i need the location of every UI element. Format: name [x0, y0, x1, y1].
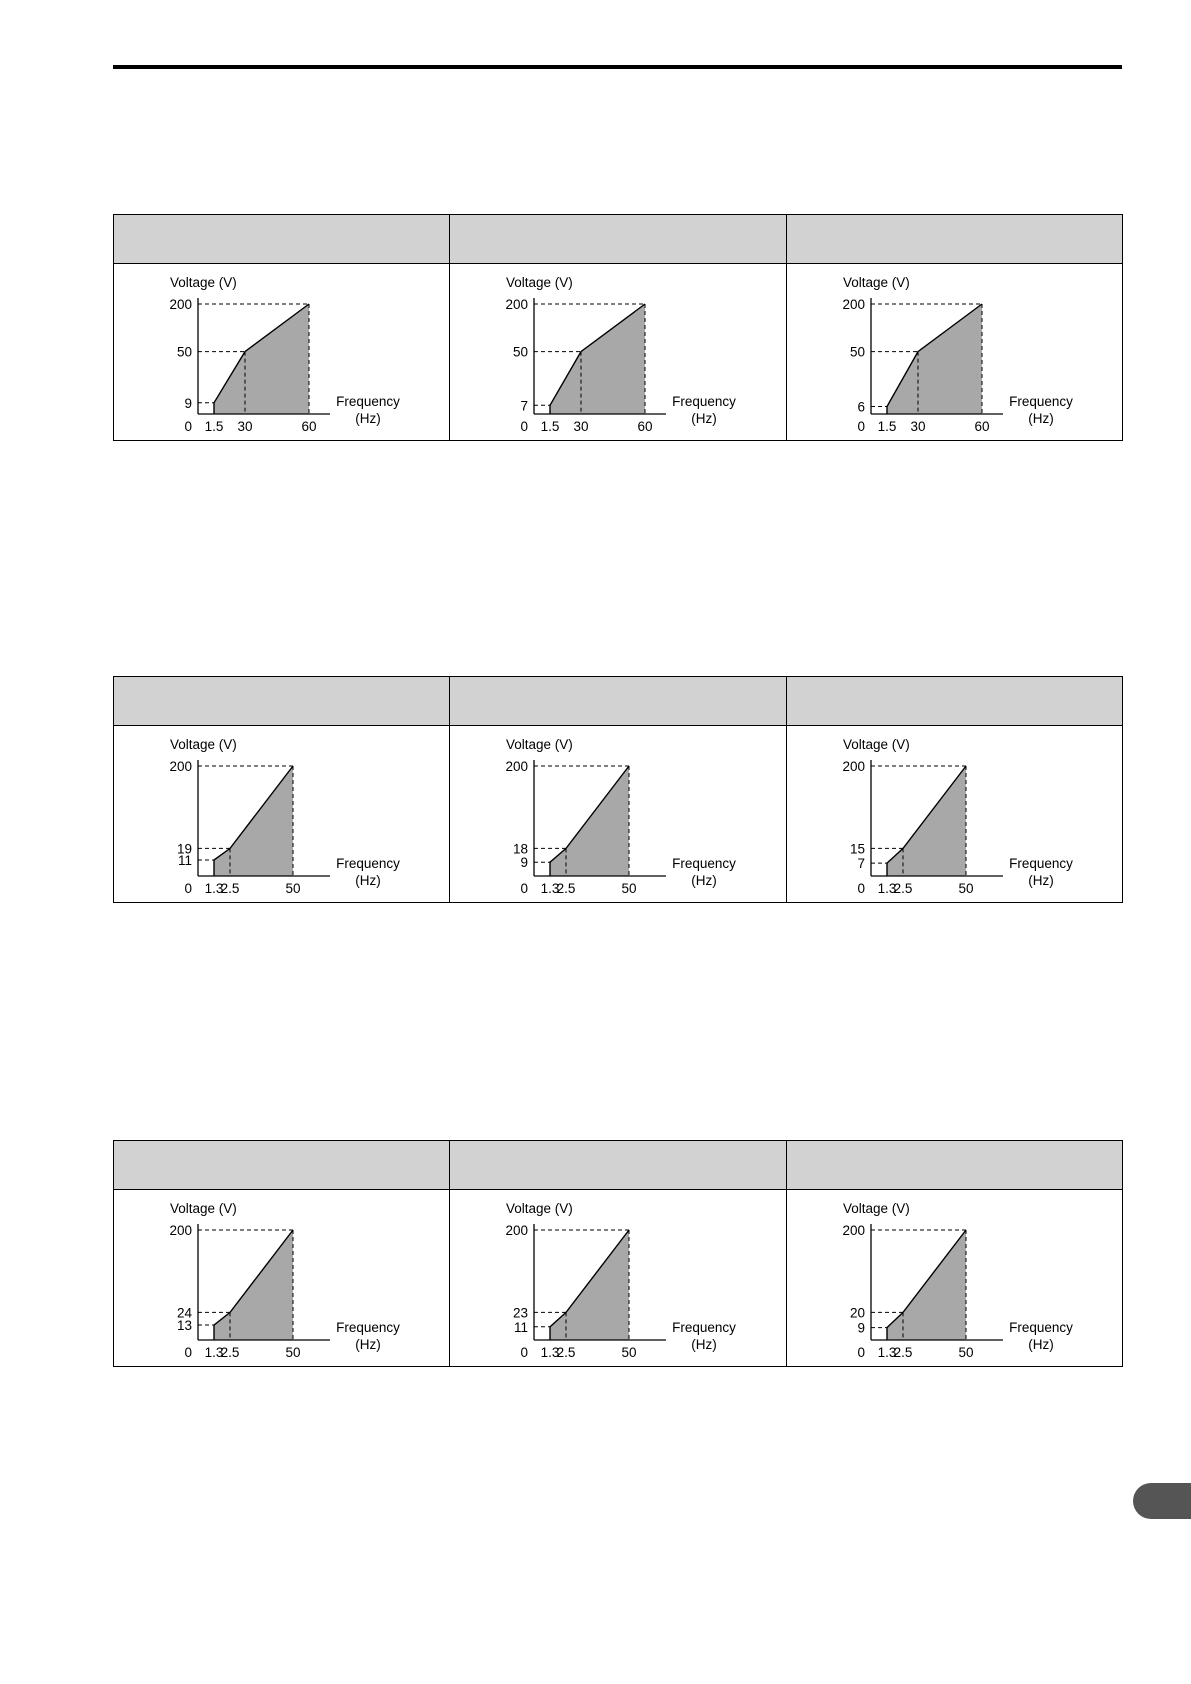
- graph-row: [114, 1190, 1123, 1367]
- vf-pattern-table-2: [113, 676, 1123, 903]
- graph-cell: [786, 726, 1122, 903]
- x-origin-label: 0: [857, 419, 865, 434]
- vf-area: [214, 304, 309, 414]
- vf-graph-2-2: [450, 726, 786, 902]
- vf-graph-2-1: [114, 726, 450, 902]
- x-axis-title: Frequency: [672, 1320, 737, 1335]
- y-tick-label: 11: [177, 853, 192, 869]
- x-origin-label: 0: [184, 881, 192, 896]
- vf-graph-3-3: [787, 1190, 1123, 1366]
- y-tick-label: 200: [505, 759, 529, 774]
- y-tick-label: 9: [520, 855, 529, 871]
- y-tick-label: 200: [505, 297, 529, 312]
- y-tick-label: 24: [176, 1305, 192, 1321]
- header-cell: [114, 677, 450, 726]
- vf-pattern-table-1: [113, 214, 1123, 441]
- x-axis-unit: (Hz): [691, 873, 718, 888]
- y-tick-label: 50: [849, 344, 865, 360]
- vf-graph-1-3: [787, 264, 1123, 440]
- table-header-row: [114, 215, 1123, 264]
- y-tick-label: 200: [169, 759, 192, 774]
- x-tick-label: 50: [285, 1345, 301, 1360]
- x-tick-label: 60: [637, 419, 653, 434]
- y-tick-label: 200: [505, 1223, 529, 1238]
- x-axis-title: Frequency: [336, 394, 400, 409]
- y-axis-title: Voltage (V): [506, 737, 574, 752]
- y-tick-label: 9: [184, 395, 192, 411]
- vf-graph-1-2: [450, 264, 786, 440]
- x-axis-title: Frequency: [672, 856, 737, 871]
- y-axis-title: Voltage (V): [842, 737, 910, 752]
- x-origin-label: 0: [857, 881, 865, 896]
- y-tick-label: 50: [176, 344, 192, 360]
- y-tick-label: 200: [842, 1223, 865, 1238]
- graph-cell: [114, 726, 450, 903]
- y-tick-label: 23: [513, 1305, 529, 1321]
- x-tick-label: 30: [237, 419, 253, 434]
- x-tick-label: 2.5: [893, 1345, 913, 1360]
- y-axis-title: Voltage (V): [506, 275, 574, 290]
- x-tick-label: 60: [974, 419, 990, 434]
- y-tick-label: 7: [857, 856, 865, 872]
- x-tick-label: 1.3: [204, 881, 224, 896]
- y-tick-label: 18: [513, 841, 529, 857]
- header-cell: [786, 215, 1122, 264]
- y-tick-label: 200: [169, 297, 192, 312]
- x-axis-unit: (Hz): [691, 411, 718, 426]
- vf-graph-3-2: [450, 1190, 786, 1366]
- x-axis-unit: (Hz): [1027, 873, 1054, 888]
- x-tick-label: 1.3: [540, 1345, 560, 1360]
- x-axis-unit: (Hz): [691, 1337, 718, 1352]
- x-tick-label: 2.5: [220, 881, 240, 896]
- graph-cell: [450, 264, 786, 441]
- x-origin-label: 0: [184, 419, 192, 434]
- x-axis-unit: (Hz): [1027, 411, 1054, 426]
- x-tick-label: 1.3: [877, 1345, 897, 1360]
- y-tick-label: 13: [176, 1318, 192, 1334]
- header-rule: [113, 65, 1122, 69]
- y-axis-title: Voltage (V): [506, 1201, 574, 1216]
- x-tick-label: 60: [301, 419, 317, 434]
- x-origin-label: 0: [184, 1345, 192, 1360]
- x-tick-label: 50: [958, 881, 974, 896]
- header-cell: [786, 677, 1122, 726]
- graph-cell: [114, 264, 450, 441]
- y-tick-label: 19: [176, 841, 192, 857]
- x-tick-label: 2.5: [220, 1345, 240, 1360]
- graph-row: [114, 726, 1123, 903]
- x-tick-label: 2.5: [893, 881, 913, 896]
- header-cell: [786, 1141, 1122, 1190]
- vf-graph-3-1: [114, 1190, 450, 1366]
- x-tick-label: 50: [621, 1345, 637, 1360]
- graph-cell: [450, 1190, 786, 1367]
- y-tick-label: 15: [849, 841, 865, 857]
- x-axis-title: Frequency: [336, 856, 400, 871]
- y-axis-title: Voltage (V): [170, 1201, 237, 1216]
- x-tick-label: 50: [621, 881, 637, 896]
- table-header-row: [114, 1141, 1123, 1190]
- vf-graph-2-3: [787, 726, 1123, 902]
- y-tick-label: 200: [842, 297, 865, 312]
- x-tick-label: 1.3: [204, 1345, 224, 1360]
- x-tick-label: 1.3: [877, 881, 897, 896]
- x-tick-label: 50: [958, 1345, 974, 1360]
- x-axis-unit: (Hz): [355, 411, 381, 426]
- x-tick-label: 50: [285, 881, 301, 896]
- vf-graph-1-1: [114, 264, 450, 440]
- x-tick-label: 30: [910, 419, 926, 434]
- x-tick-label: 1.5: [540, 419, 560, 434]
- x-axis-title: Frequency: [672, 394, 737, 409]
- chapter-tab: [1133, 1483, 1191, 1519]
- x-origin-label: 0: [520, 419, 529, 434]
- x-tick-label: 2.5: [556, 881, 576, 896]
- y-tick-label: 7: [520, 398, 529, 414]
- x-axis-title: Frequency: [1008, 856, 1073, 871]
- table-header-row: [114, 677, 1123, 726]
- y-axis-title: Voltage (V): [170, 737, 237, 752]
- header-cell: [450, 677, 786, 726]
- x-axis-unit: (Hz): [355, 873, 381, 888]
- vf-area: [887, 304, 982, 414]
- y-tick-label: 50: [513, 344, 529, 360]
- graph-cell: [114, 1190, 450, 1367]
- graph-cell: [786, 264, 1122, 441]
- y-axis-title: Voltage (V): [842, 1201, 910, 1216]
- x-axis-unit: (Hz): [1027, 1337, 1054, 1352]
- vf-pattern-table-3: [113, 1140, 1123, 1367]
- header-cell: [114, 1141, 450, 1190]
- graph-cell: [450, 726, 786, 903]
- y-tick-label: 20: [849, 1305, 865, 1321]
- y-tick-label: 9: [857, 1320, 865, 1336]
- x-tick-label: 1.5: [204, 419, 224, 434]
- x-origin-label: 0: [520, 1345, 529, 1360]
- x-tick-label: 2.5: [556, 1345, 576, 1360]
- graph-cell: [786, 1190, 1122, 1367]
- x-tick-label: 1.3: [540, 881, 560, 896]
- x-axis-title: Frequency: [336, 1320, 400, 1335]
- x-axis-unit: (Hz): [355, 1337, 381, 1352]
- y-tick-label: 11: [514, 1319, 529, 1335]
- x-axis-title: Frequency: [1008, 394, 1073, 409]
- vf-area: [550, 304, 645, 414]
- x-tick-label: 1.5: [877, 419, 897, 434]
- x-tick-label: 30: [573, 419, 589, 434]
- y-axis-title: Voltage (V): [842, 275, 910, 290]
- x-origin-label: 0: [520, 881, 529, 896]
- header-cell: [450, 215, 786, 264]
- x-origin-label: 0: [857, 1345, 865, 1360]
- header-cell: [114, 215, 450, 264]
- graph-row: [114, 264, 1123, 441]
- y-tick-label: 200: [169, 1223, 192, 1238]
- y-axis-title: Voltage (V): [170, 275, 237, 290]
- header-cell: [450, 1141, 786, 1190]
- y-tick-label: 200: [842, 759, 865, 774]
- y-tick-label: 6: [857, 399, 865, 415]
- x-axis-title: Frequency: [1008, 1320, 1073, 1335]
